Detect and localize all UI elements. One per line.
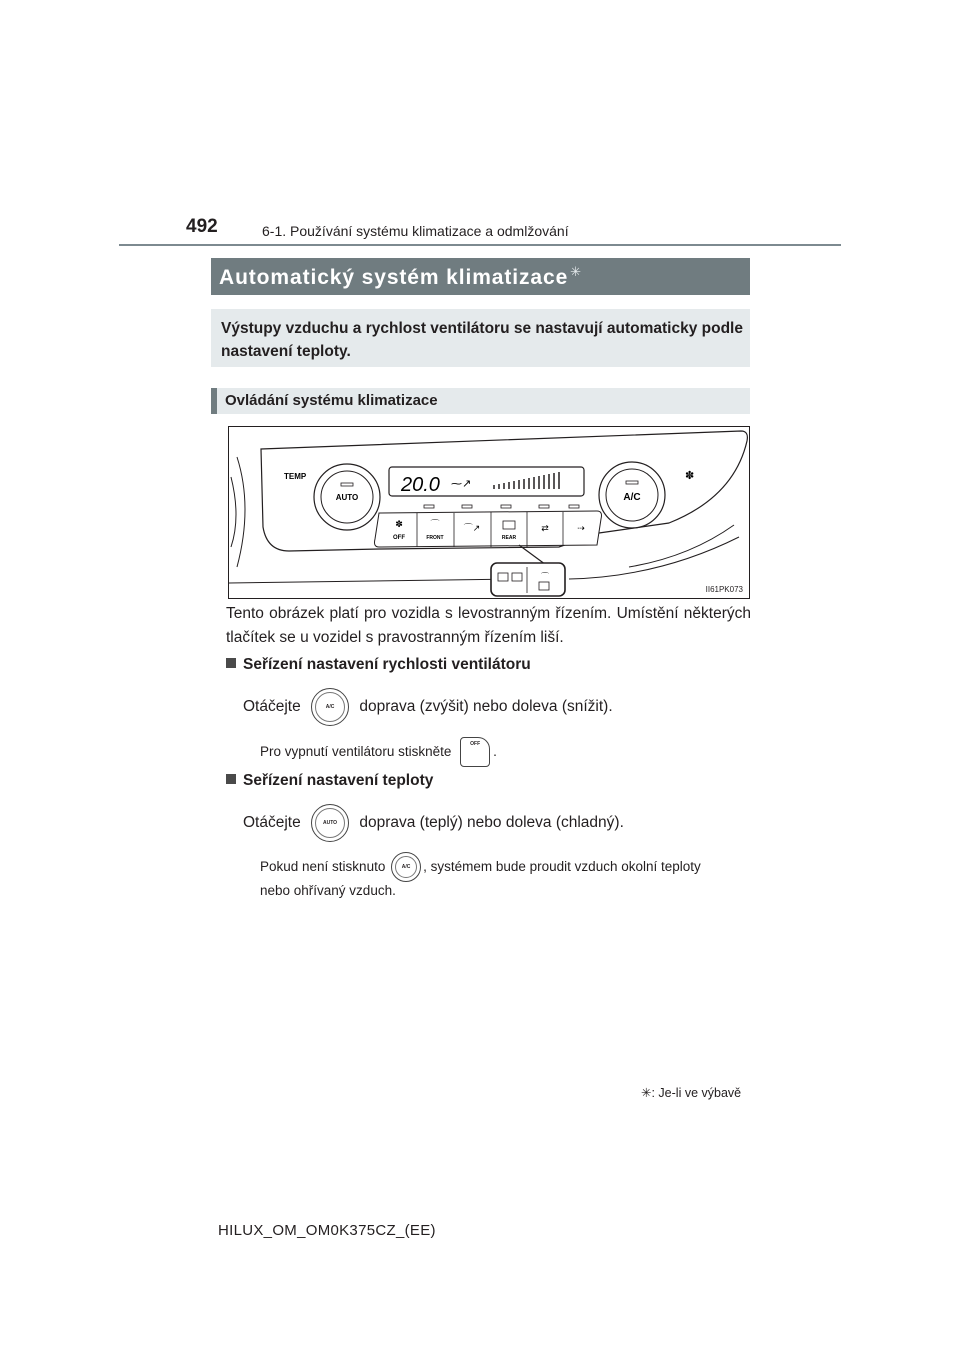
callout-front-icon: ⌒ xyxy=(541,572,549,581)
section-title-bar xyxy=(211,258,750,295)
mode-icon: ⌒↗ xyxy=(463,524,481,534)
ac-knob-icon xyxy=(311,688,349,726)
temp-instr-before: Otáčejte xyxy=(243,814,301,832)
section-title xyxy=(219,264,582,290)
fan-instr-before: Otáčejte xyxy=(243,698,301,716)
chapter-title: 6-1. Používání systému klimatizace a odmlžování xyxy=(262,223,569,239)
button-row xyxy=(375,511,602,547)
recirculation-icon: ⇄ xyxy=(541,524,549,534)
auto-knob-label: AUTO xyxy=(335,493,359,502)
off-button-icon xyxy=(460,737,490,767)
fan-icon: ✽ xyxy=(685,469,695,482)
fan-note-after: . xyxy=(493,744,497,759)
fan-note-before: Pro vypnutí ventilátoru stiskněte xyxy=(260,744,452,759)
ac-knob-icon-label: A/C xyxy=(325,704,335,710)
control-panel-figure xyxy=(228,426,750,599)
callout-box xyxy=(491,563,565,596)
dash-arc-1 xyxy=(237,457,245,567)
front-defog-icon: ⌒ xyxy=(430,520,440,530)
fan-speed-instruction xyxy=(243,688,613,726)
temperature-note xyxy=(260,852,701,882)
dash-arc-2 xyxy=(231,477,236,547)
figure-caption: Tento obrázek platí pro vozidla s levostranným řízením. Umístění některých tlačítek se u vozidel s pravostranným řízením liší. xyxy=(226,605,751,646)
ac-knob-small-icon-label: A/C xyxy=(401,864,411,871)
fan-off-icon: ✽ xyxy=(395,520,403,530)
auto-knob-icon-label: AUTO xyxy=(323,820,338,826)
temp-label: TEMP xyxy=(284,472,307,481)
off-button-icon-label: OFF xyxy=(470,741,481,748)
header-rule xyxy=(119,244,841,246)
front-button-label: FRONT xyxy=(426,535,444,541)
temperature-instruction xyxy=(243,804,624,842)
section-title-text: Automatický systém klimatizace xyxy=(219,266,569,289)
temp-instr-after: doprava (teplý) nebo doleva (chladný). xyxy=(359,814,624,832)
temperature-heading-text: Seřízení nastavení teploty xyxy=(243,772,434,789)
fan-instr-after: doprava (zvýšit) nebo doleva (snížit). xyxy=(359,698,613,716)
display-temperature: 20.0 xyxy=(401,474,440,496)
fan-speed-heading-text: Seřízení nastavení rychlosti ventilátoru xyxy=(243,656,531,673)
ac-knob-small-icon xyxy=(391,852,421,882)
temp-note-after: , systémem bude proudit vzduch okolní teploty xyxy=(423,859,701,874)
document-id: HILUX_OM_OM0K375CZ_(EE) xyxy=(218,1222,436,1239)
control-panel-illustration xyxy=(229,427,749,598)
outside-air-icon: ⇢ xyxy=(577,524,585,534)
fan-speed-heading xyxy=(226,656,531,674)
dash-line xyxy=(229,579,519,583)
intro-box xyxy=(211,309,750,367)
subsection-accent xyxy=(211,388,217,414)
optional-equipment-marker: ✳ xyxy=(570,264,582,279)
footnote-text: : Je-li ve výbavě xyxy=(651,1086,742,1100)
figure-code: II61PK073 xyxy=(705,585,743,594)
square-bullet-icon xyxy=(226,774,236,784)
auto-knob-icon xyxy=(311,804,349,842)
display-mode-icon: ⁓↗ xyxy=(451,477,472,490)
page-number: 492 xyxy=(186,216,218,237)
ac-knob-label: A/C xyxy=(623,492,641,503)
temperature-heading xyxy=(226,772,433,790)
intro-text: Výstupy vzduchu a rychlost ventilátoru se nastavují automaticky podle nastavení teploty. xyxy=(221,320,743,360)
footnote xyxy=(641,1085,741,1100)
off-button-label: OFF xyxy=(393,535,405,541)
footnote-marker: ✳ xyxy=(641,1086,652,1100)
subsection-title: Ovládání systému klimatizace xyxy=(225,392,438,409)
subsection-bar xyxy=(211,388,750,414)
temp-note-before: Pokud není stisknuto xyxy=(260,859,386,874)
rear-button-label: REAR xyxy=(501,535,517,541)
square-bullet-icon xyxy=(226,658,236,668)
fan-off-note xyxy=(260,736,497,768)
temperature-note-line2: nebo ohřívaný vzduch. xyxy=(260,883,396,898)
